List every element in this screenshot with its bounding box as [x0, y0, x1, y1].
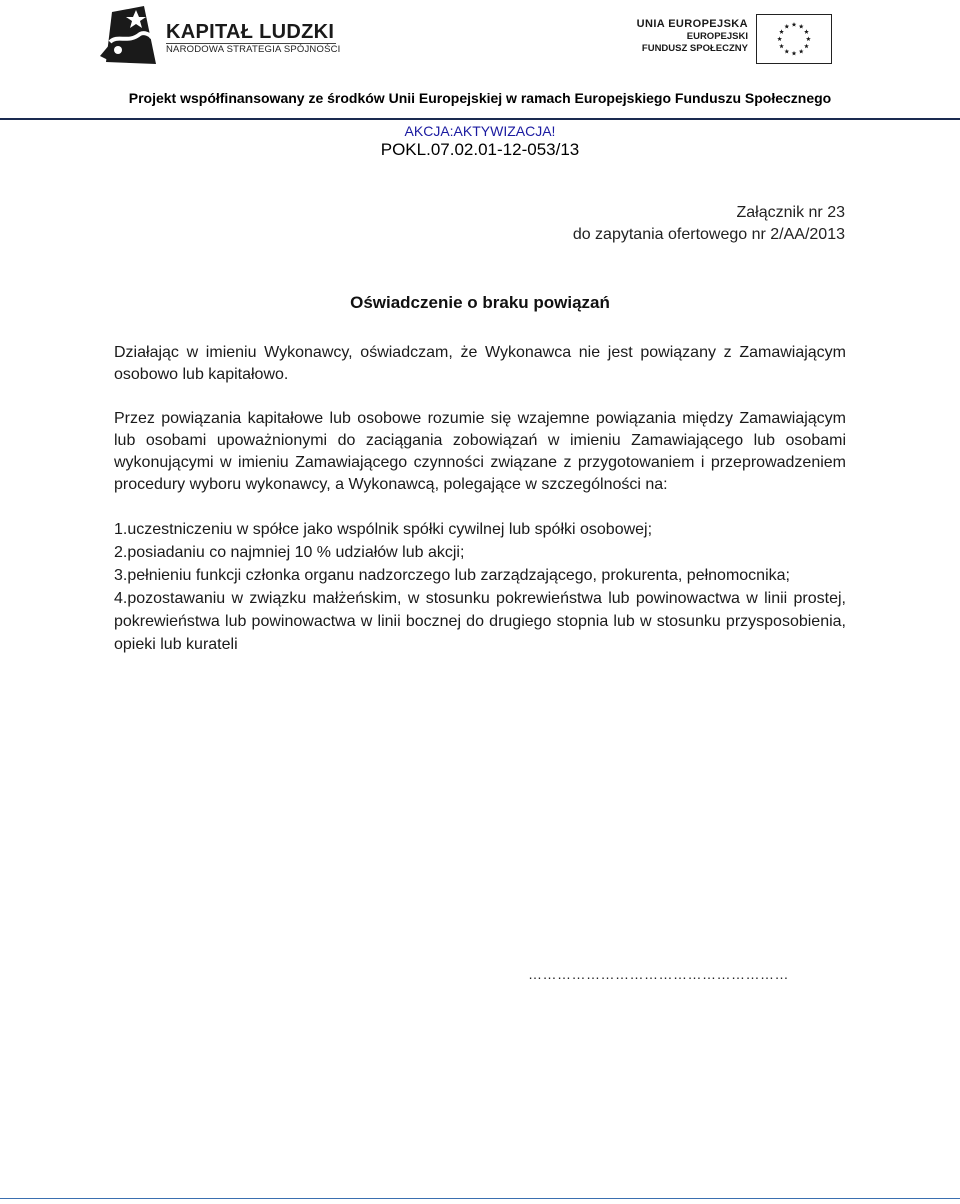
eu-flag-icon [756, 14, 832, 64]
project-cofinancing-line: Projekt współfinansowany ze środków Unii Europejskiej w ramach Europejskiego Funduszu Społecznego [128, 90, 832, 106]
eu-star [799, 24, 804, 29]
annex-reference: do zapytania ofertowego nr 2/AA/2013 [572, 226, 845, 243]
eu-star [804, 44, 809, 49]
relations-list [114, 518, 846, 656]
kl-subtitle: NARODOWA STRATEGIA SPÓJNOŚCI [166, 44, 341, 55]
eu-star [799, 49, 804, 54]
eu-star [806, 37, 811, 42]
project-code: POKL.07.02.01-12-053/13 [380, 140, 580, 159]
paragraph-definition: Przez powiązania kapitałowe lub osobowe rozumie się wzajemne powiązania między Zamawiającym lub osobami upoważnionymi do zaciągania zobowiązań w imieniu Zamawiającego lub osobami wykonującymi w imieniu Zamawiającego czynności związane z przygotowaniem i przeprowadzeniem procedury wyboru wykonawcy, a Wykonawcą, polegające w szczególności na: [114, 410, 846, 493]
list-item: 1.uczestniczeniu w spółce jako wspólnik spółki cywilnej lub spółki osobowej; [114, 521, 653, 538]
eu-text-block [637, 18, 748, 55]
eu-logo [630, 12, 840, 68]
annex-number: Załącznik nr 23 [736, 204, 845, 221]
list-item: 3.pełnieniu funkcji członka organu nadzorczego lub zarządzającego, prokurenta, pełnomocnika; [114, 567, 790, 584]
eu-star [779, 44, 784, 49]
document-title: Oświadczenie o braku powiązań [350, 293, 610, 312]
annex-block [573, 202, 845, 246]
signature-line: ……………………………………………… [528, 966, 789, 982]
eu-line-1: UNIA EUROPEJSKA [636, 18, 748, 30]
kapital-ludzki-emblem-icon [100, 4, 162, 68]
list-item: 4.pozostawaniu w związku małżeńskim, w stosunku pokrewieństwa lub powinowactwa w linii prostej, pokrewieństwa lub powinowactwa w linii bocznej do drugiego stopnia lub w stosunku przysposobienia, opieki lub kurateli [114, 590, 846, 653]
eu-star [804, 29, 809, 34]
list-item: 2.posiadaniu co najmniej 10 % udziałów lub akcji; [114, 544, 465, 561]
eu-star [777, 37, 782, 42]
paragraph-declaration: Działając w imieniu Wykonawcy, oświadczam, że Wykonawca nie jest powiązany z Zamawiającym osobowo lub kapitałowo. [114, 344, 846, 383]
eu-line-3: FUNDUSZ SPOŁECZNY [641, 43, 748, 54]
project-action: AKCJA:AKTYWIZACJA! [404, 123, 556, 139]
page-header [0, 0, 960, 120]
eu-star [792, 51, 797, 56]
eu-line-2: EUROPEJSKI [686, 31, 748, 42]
kapital-ludzki-logo [100, 4, 340, 68]
eu-star [784, 49, 789, 54]
header-divider [0, 118, 960, 120]
eu-star [792, 22, 797, 27]
eu-star [779, 29, 784, 34]
eu-star [784, 24, 789, 29]
bottom-divider [0, 1198, 960, 1199]
kl-title: KAPITAŁ LUDZKI [166, 21, 335, 43]
